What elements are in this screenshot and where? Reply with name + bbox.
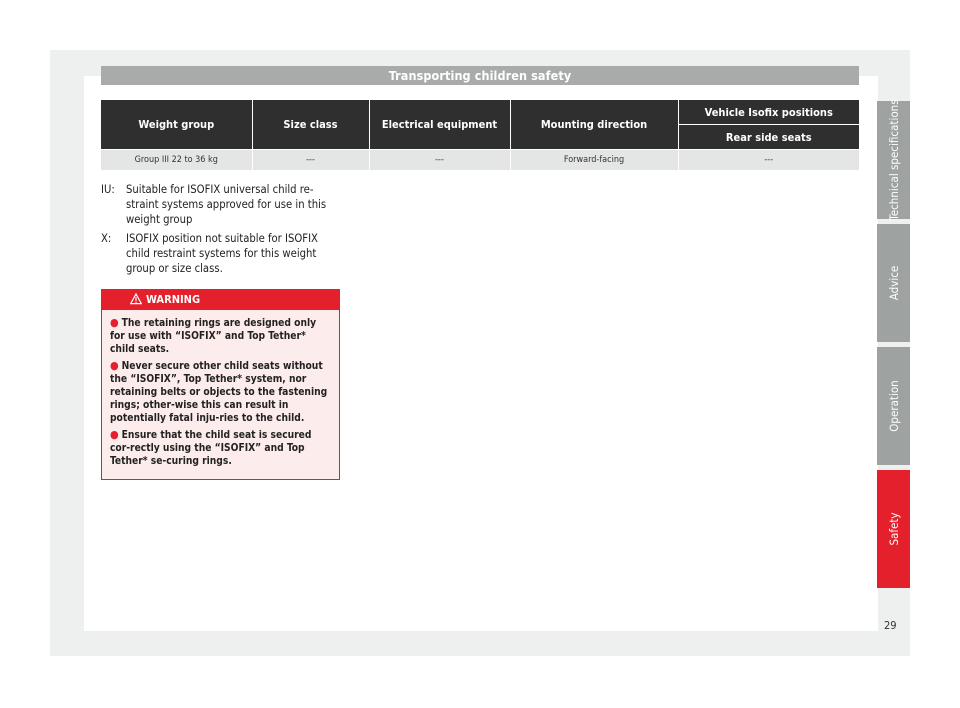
warning-item-text: The retaining rings are designed only for use with “ISOFIX” and Top Tether* child seats. [110, 318, 317, 356]
definition-item [101, 182, 341, 227]
warning-icon [130, 293, 142, 305]
definition-term: IU: [101, 183, 115, 196]
col-mounting-direction: Mounting direction [510, 100, 678, 150]
definitions-list [101, 182, 341, 280]
tab-advice[interactable] [877, 224, 910, 342]
col-rear-side-seats: Rear side seats [678, 125, 859, 150]
col-weight-group: Weight group [101, 100, 252, 150]
warning-item [110, 428, 331, 469]
bullet-icon: ● [110, 427, 119, 441]
page-number: 29 [884, 619, 897, 632]
definition-text: ISOFIX position not suitable for ISOFIX child restraint systems for this weight group or size class. [126, 232, 318, 275]
isofix-table [101, 100, 859, 170]
definition-item [101, 231, 341, 276]
tab-label: Technical specifications [886, 99, 901, 221]
warning-box [101, 289, 340, 480]
warning-list [102, 310, 339, 468]
warning-item [110, 359, 331, 426]
table-row [101, 150, 859, 171]
warning-item-text: Ensure that the child seat is secured cor-rectly using the “ISOFIX” and Top Tether* se-curing rings. [110, 429, 312, 468]
definition-text: Suitable for ISOFIX universal child re-straint systems approved for use in this weight group [126, 183, 327, 226]
warning-item [110, 316, 331, 357]
col-size-class: Size class [252, 100, 369, 150]
cell-mounting-direction: Forward-facing [510, 150, 678, 171]
definition-term: X: [101, 232, 112, 245]
bullet-icon: ● [110, 358, 119, 372]
cell-rear-side-seats: --- [678, 150, 859, 171]
warning-item-text: Never secure other child seats without the “ISOFIX”, Top Tether* system, nor retaining belts or objects to the fastening rings; other-wise this can result in potentially fatal inju-ries to the child. [110, 360, 328, 425]
tab-label: Safety [886, 512, 901, 546]
tab-label: Advice [886, 265, 901, 301]
warning-header [102, 290, 339, 310]
page-header: Transporting children safety [101, 66, 859, 85]
tab-safety[interactable] [877, 470, 910, 588]
cell-electrical-equipment: --- [369, 150, 510, 171]
bullet-icon: ● [110, 316, 119, 329]
col-group-isofix-positions: Vehicle Isofix positions [678, 100, 859, 125]
warning-title: WARNING [146, 293, 201, 306]
col-electrical-equipment: Electrical equipment [369, 100, 510, 150]
tab-label: Operation [886, 380, 901, 432]
tab-operation[interactable] [877, 347, 910, 465]
cell-size-class: --- [252, 150, 369, 171]
tab-technical-specifications[interactable] [877, 101, 910, 219]
cell-weight-group: Group III 22 to 36 kg [101, 150, 252, 171]
